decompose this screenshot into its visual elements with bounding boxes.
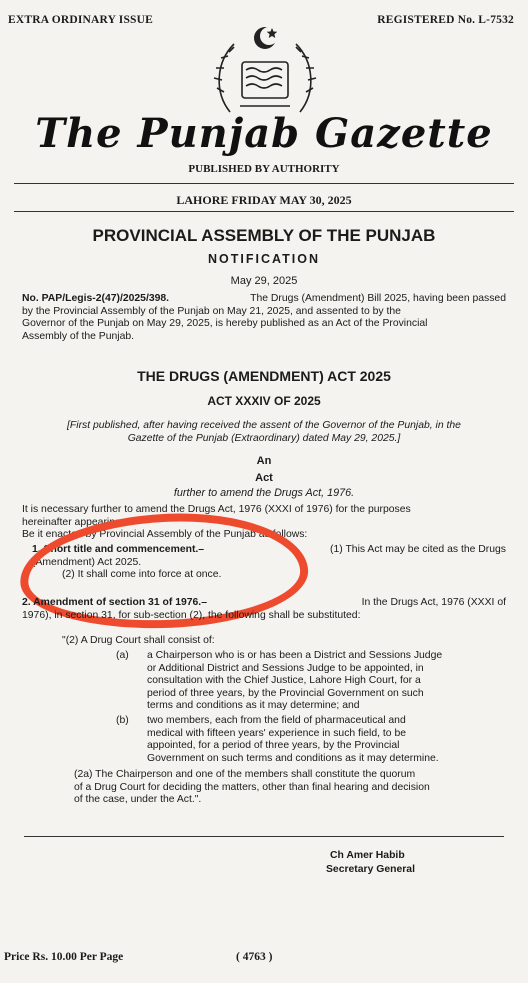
header-divider [14, 183, 514, 184]
item-a-line: a Chairperson who is or has been a District and Sessions Judge [147, 650, 443, 661]
an-heading: An [256, 455, 272, 467]
gazette-title: The Punjab Gazette [35, 110, 493, 157]
preamble-line: It is necessary further to amend the Drugs Act, 1976 (XXXI of 1976) for the purposes [22, 504, 411, 515]
assembly-heading: PROVINCIAL ASSEMBLY OF THE PUNJAB [92, 226, 436, 245]
section-2 [22, 597, 506, 622]
item-a-line: period of three years, by the Provincial Government on such [147, 687, 424, 699]
act-heading: Act [255, 472, 273, 484]
footer-divider [24, 836, 504, 837]
dateline: LAHORE FRIDAY MAY 30, 2025 [176, 193, 352, 207]
dateline-divider [14, 211, 514, 212]
signatory-title: Secretary General [326, 864, 415, 875]
preamble-line: Be it enacted by Provincial Assembly of the Punjab as follows: [22, 529, 308, 541]
section-2-text: In the Drugs Act, 1976 (XXXI of [361, 597, 506, 608]
section-2-line: 1976), in section 31, for sub-section (2), the following shall be substituted: [22, 609, 361, 621]
preamble-line: hereinafter appearing. [22, 516, 124, 528]
item-a [147, 650, 502, 713]
intro-line: Governor of the Punjab on May 29, 2025, is hereby published as an Act of the Provincial [22, 318, 428, 330]
item-b-line: appointed, for a period of three years, by the Provincial [147, 740, 400, 752]
reference-number: No. PAP/Legis-2(47)/2025/398. [22, 293, 170, 304]
subsection-2-intro: "(2) A Drug Court shall consist of: [62, 635, 215, 646]
item-a-line: terms and conditions as it may determine; and [147, 700, 360, 712]
price: Price Rs. 10.00 Per Page [4, 951, 124, 963]
subsection-2a [74, 769, 504, 807]
signatory-name: Ch Amer Habib [330, 850, 405, 861]
note-line: Gazette of the Punjab (Extraordinary) dated May 29, 2025.] [127, 432, 401, 444]
subsection-2a-line: of a Drug Court for deciding the matters, other than final hearing and decision [74, 781, 430, 793]
item-a-line: or Additional District and Sessions Judge to be appointed, in [147, 662, 424, 674]
section-1-heading: 1. Short title and commencement.– [32, 544, 205, 555]
act-number: ACT XXXIV OF 2025 [207, 394, 321, 408]
subsection-2a-line: of the case, under the Act.". [74, 794, 202, 806]
punjab-emblem-icon [210, 22, 320, 120]
first-published-note [20, 420, 508, 445]
registration-number: REGISTERED No. L-7532 [377, 14, 514, 26]
note-line: [First published, after having received the assent of the Governor of the Punjab, in the [67, 420, 461, 431]
item-b [147, 715, 502, 765]
published-by: PUBLISHED BY AUTHORITY [188, 163, 340, 175]
intro-line: Assembly of the Punjab. [22, 330, 135, 342]
act-title: THE DRUGS (AMENDMENT) ACT 2025 [137, 368, 391, 384]
notification-heading: NOTIFICATION [208, 252, 320, 266]
issue-label: EXTRA ORDINARY ISSUE [8, 14, 154, 26]
section-1-text-cont: (Amendment) Act 2025. [32, 556, 142, 568]
item-b-line: medical with fifteen years' experience in such field, to be [147, 727, 406, 739]
intro-paragraph [22, 293, 506, 343]
item-b-label: (b) [116, 715, 129, 726]
intro-line: The Drugs (Amendment) Bill 2025, having been passed [250, 293, 506, 304]
item-a-label: (a) [116, 650, 129, 661]
notification-date: May 29, 2025 [230, 275, 298, 287]
page-number: ( 4763 ) [236, 951, 273, 963]
item-b-line: Government on such terms and conditions as it may determine. [147, 752, 439, 764]
act-purpose: further to amend the Drugs Act, 1976. [173, 487, 355, 499]
intro-line: by the Provincial Assembly of the Punjab on May 21, 2025, and assented to by the [22, 305, 401, 317]
section-1-text: (1) This Act may be cited as the Drugs [330, 544, 506, 555]
section-2-heading: 2. Amendment of section 31 of 1976.– [22, 597, 207, 608]
section-1-subsection-2: (2) It shall come into force at once. [62, 569, 222, 581]
subsection-2a-line: (2a) The Chairperson and one of the members shall constitute the quorum [74, 769, 416, 780]
item-a-line: consultation with the Chief Justice, Lahore High Court, for a [147, 675, 421, 687]
item-b-line: two members, each from the field of pharmaceutical and [147, 715, 406, 726]
